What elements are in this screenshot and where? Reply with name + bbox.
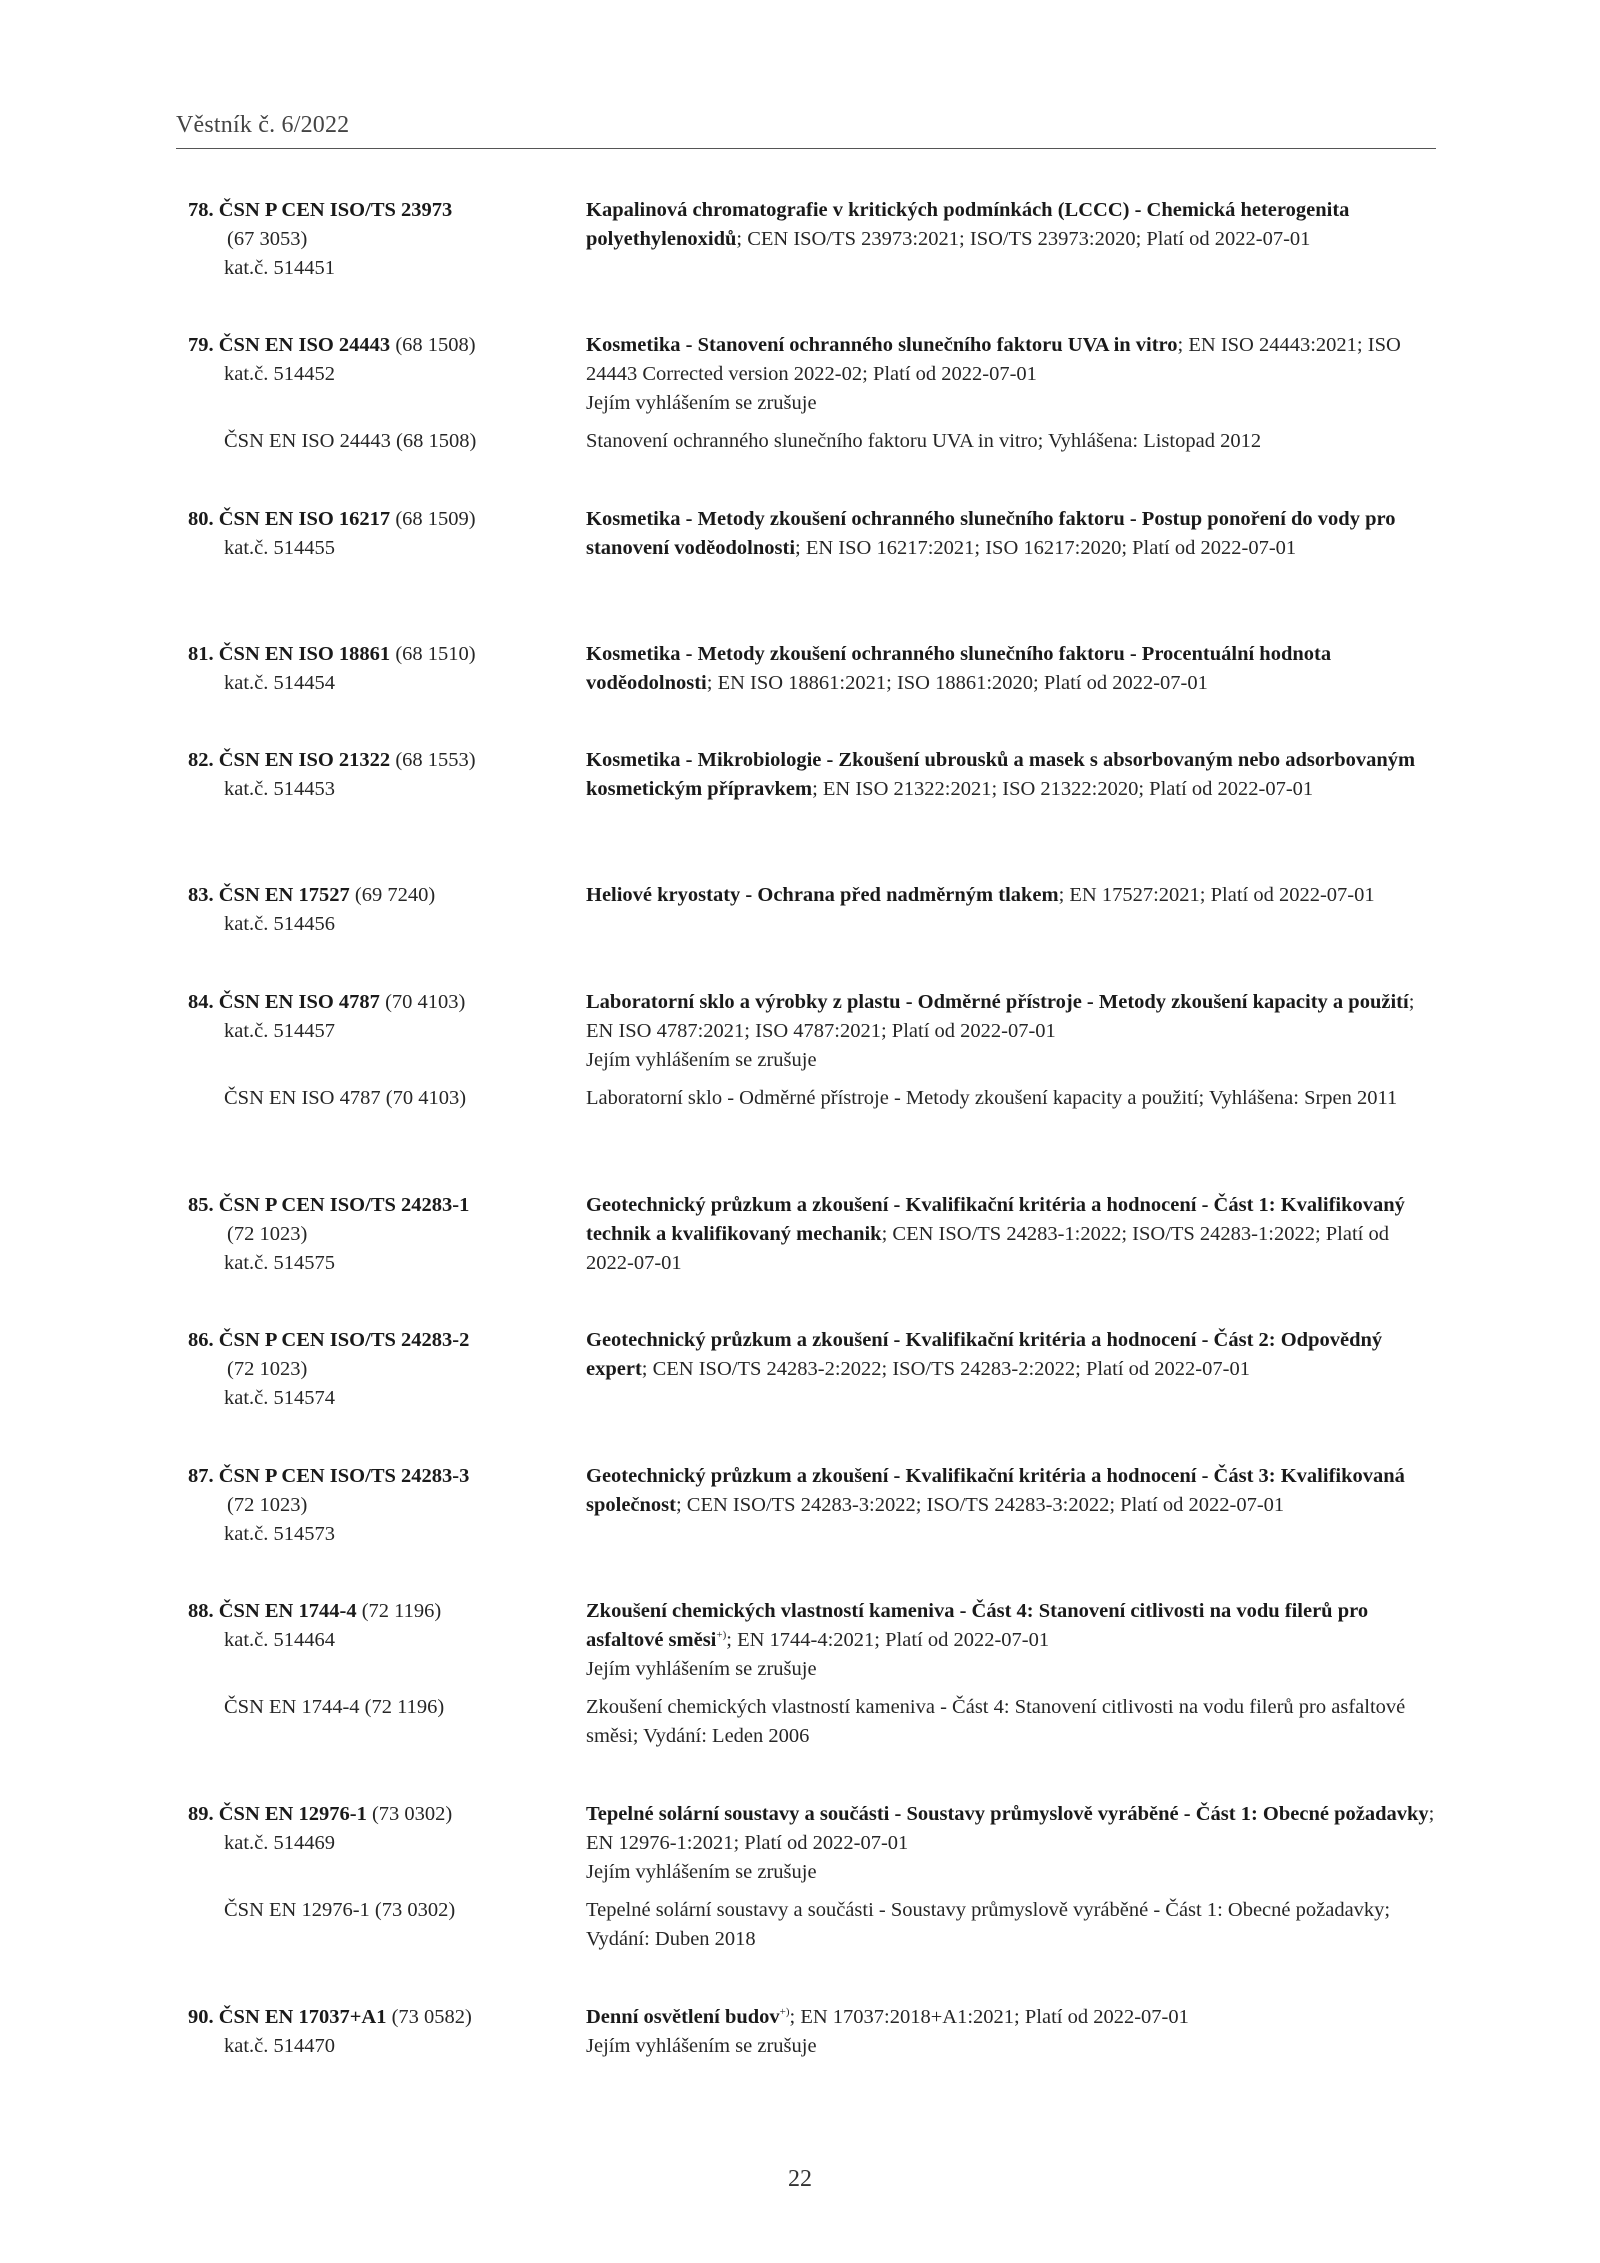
entry-number: 90.: [188, 2006, 214, 2028]
standard-title: Denní osvětlení budov: [586, 2006, 780, 2028]
entry-number: 86.: [188, 1329, 214, 1351]
replaced-description: Zkoušení chemických vlastností kameniva - Část 4: Stanovení citlivosti na vodu filerů pro asfaltové směsi; Vydání: Leden 2006: [586, 1696, 1406, 1747]
entry-number: 85.: [188, 1194, 214, 1216]
standard-entry: [188, 1800, 1438, 1954]
standard-title: Tepelné solární soustavy a součásti - Soustavy průmyslově vyráběné - Část 1: Obecné požadavky: [586, 1803, 1429, 1825]
catalog-number: kat.č. 514451: [224, 257, 336, 279]
standard-title: Kosmetika - Mikrobiologie - Zkoušení ubrousků a masek s absorbovaným nebo adsorbovaným kosmetickým přípravkem: [586, 749, 1416, 800]
standard-info: ; EN ISO 16217:2021; ISO 16217:2020; Platí od 2022-07-01: [795, 537, 1297, 559]
cancellation-note: Jejím vyhlášením se zrušuje: [586, 392, 817, 414]
standard-description: [586, 2003, 1438, 2061]
classification: (68 1508): [390, 334, 476, 356]
standard-description: [586, 1191, 1438, 1278]
standard-code: ČSN EN 17037+A1: [218, 2006, 387, 2028]
standard-code: ČSN EN 12976-1: [218, 1803, 367, 1825]
classification: (68 1553): [390, 749, 476, 771]
footnote-mark: +): [716, 1629, 727, 1642]
standard-info: ; EN 12976-1:2021; Platí od 2022-07-01: [586, 1803, 1435, 1854]
standard-id-block: [188, 1597, 586, 1684]
replaced-code: ČSN EN ISO 24443 (68 1508): [224, 430, 477, 452]
standard-info: ; CEN ISO/TS 24283-3:2022; ISO/TS 24283-3:2022; Platí od 2022-07-01: [675, 1494, 1285, 1516]
standard-entry: [188, 1597, 1438, 1751]
standard-title: Kosmetika - Metody zkoušení ochranného slunečního faktoru - Postup ponoření do vody pro stanovení voděodolnosti: [586, 508, 1396, 559]
standard-title: Kosmetika - Stanovení ochranného slunečního faktoru UVA in vitro: [586, 334, 1178, 356]
standard-title: Geotechnický průzkum a zkoušení - Kvalifikační kritéria a hodnocení - Část 3: Kvalifikovaná společnost: [586, 1465, 1405, 1516]
footnote-mark: +): [779, 2006, 790, 2019]
standard-code: ČSN EN ISO 4787: [218, 991, 380, 1013]
replaced-code: ČSN EN 12976-1 (73 0302): [224, 1899, 456, 1921]
standard-title: Laboratorní sklo a výrobky z plastu - Odměrné přístroje - Metody zkoušení kapacity a použití: [586, 991, 1409, 1013]
standard-entry: [188, 1191, 1438, 1278]
standard-title: Heliové kryostaty - Ochrana před nadměrným tlakem: [586, 884, 1059, 906]
replaced-standard: [188, 1693, 1438, 1751]
standard-id-block: [188, 196, 586, 283]
cancellation-note: Jejím vyhlášením se zrušuje: [586, 2035, 817, 2057]
standard-id-block: [188, 505, 586, 563]
standard-description: [586, 1462, 1438, 1549]
classification: (73 0582): [386, 2006, 472, 2028]
replaced-standard: [188, 1896, 1438, 1954]
entry-number: 79.: [188, 334, 214, 356]
classification: (68 1509): [390, 508, 476, 530]
entry-number: 83.: [188, 884, 214, 906]
replaced-code: ČSN EN ISO 4787 (70 4103): [224, 1087, 467, 1109]
entry-number: 80.: [188, 508, 214, 530]
standard-code: ČSN P CEN ISO/TS 24283-2: [218, 1329, 470, 1351]
page-header: [176, 112, 1436, 149]
standard-code: ČSN EN ISO 24443: [218, 334, 391, 356]
classification-line: (67 3053): [227, 228, 308, 250]
standard-title: Kosmetika - Metody zkoušení ochranného slunečního faktoru - Procentuální hodnota voděodolnosti: [586, 643, 1332, 694]
standard-entry: [188, 331, 1438, 456]
standard-description: [586, 505, 1438, 563]
standard-code: ČSN EN 17527: [218, 884, 350, 906]
standard-id-block: [188, 881, 586, 939]
replaced-description: Stanovení ochranného slunečního faktoru UVA in vitro; Vyhlášena: Listopad 2012: [586, 430, 1262, 452]
classification: (70 4103): [379, 991, 466, 1013]
publication-title: Věstník č. 6/2022: [176, 112, 350, 138]
standard-id-block: [188, 2003, 586, 2061]
catalog-number: kat.č. 514456: [224, 913, 336, 935]
entry-number: 78.: [188, 199, 214, 221]
standard-title: Geotechnický průzkum a zkoušení - Kvalifikační kritéria a hodnocení - Část 2: Odpovědný expert: [586, 1329, 1383, 1380]
standard-description: [586, 640, 1438, 698]
standard-id-block: [188, 1191, 586, 1278]
catalog-number: kat.č. 514457: [224, 1020, 336, 1042]
standard-entry: [188, 196, 1438, 283]
replaced-description: Tepelné solární soustavy a součásti - Soustavy průmyslově vyráběné - Část 1: Obecné požadavky; Vydání: Duben 2018: [586, 1899, 1391, 1950]
cancellation-note: Jejím vyhlášením se zrušuje: [586, 1861, 817, 1883]
standard-id-block: [188, 988, 586, 1075]
standard-entry: [188, 746, 1438, 804]
standard-id-block: [188, 331, 586, 418]
standard-info: ; CEN ISO/TS 24283-2:2022; ISO/TS 24283-2:2022; Platí od 2022-07-01: [641, 1358, 1250, 1380]
classification-line: (72 1023): [227, 1223, 308, 1245]
standard-title: Geotechnický průzkum a zkoušení - Kvalifikační kritéria a hodnocení - Část 1: Kvalifikovaný technik a kvalifikovaný mechanik: [586, 1194, 1405, 1245]
standard-entry: [188, 1462, 1438, 1549]
classification: (68 1510): [390, 643, 476, 665]
classification: (69 7240): [349, 884, 436, 906]
standard-description: [586, 1800, 1438, 1887]
catalog-number: kat.č. 514469: [224, 1832, 336, 1854]
replaced-standard: [188, 1084, 1438, 1113]
standard-description: [586, 1326, 1438, 1413]
catalog-number: kat.č. 514454: [224, 672, 336, 694]
classification: (72 1196): [356, 1600, 442, 1622]
standard-code: ČSN P CEN ISO/TS 23973: [218, 199, 453, 221]
catalog-number: kat.č. 514464: [224, 1629, 336, 1651]
standard-info: ; EN ISO 4787:2021; ISO 4787:2021; Platí od 2022-07-01: [586, 991, 1415, 1042]
standard-code: ČSN EN ISO 21322: [218, 749, 391, 771]
replaced-description: Laboratorní sklo - Odměrné přístroje - Metody zkoušení kapacity a použití; Vyhlášena: Srpen 2011: [586, 1087, 1398, 1109]
standard-entry: [188, 640, 1438, 698]
catalog-number: kat.č. 514573: [224, 1523, 336, 1545]
standard-description: [586, 331, 1438, 418]
entry-number: 89.: [188, 1803, 214, 1825]
entry-number: 87.: [188, 1465, 214, 1487]
standard-entry: [188, 505, 1438, 563]
page-number: 22: [788, 2166, 812, 2192]
standard-code: ČSN EN ISO 16217: [218, 508, 391, 530]
standard-entry: [188, 988, 1438, 1113]
standard-code: ČSN P CEN ISO/TS 24283-3: [218, 1465, 470, 1487]
standard-id-block: [188, 1800, 586, 1887]
standard-description: [586, 988, 1438, 1075]
standard-entry: [188, 2003, 1438, 2061]
standard-code: ČSN EN ISO 18861: [218, 643, 391, 665]
catalog-number: kat.č. 514452: [224, 363, 336, 385]
standard-title: Kapalinová chromatografie v kritických podmínkách (LCCC) - Chemická heterogenita polyethylenoxidů: [586, 199, 1350, 250]
entry-number: 84.: [188, 991, 214, 1013]
standard-info: ; EN ISO 24443:2021; ISO 24443 Corrected version 2022-02; Platí od 2022-07-01: [586, 334, 1401, 385]
standard-code: ČSN P CEN ISO/TS 24283-1: [218, 1194, 470, 1216]
standard-description: [586, 1597, 1438, 1684]
cancellation-note: Jejím vyhlášením se zrušuje: [586, 1049, 817, 1071]
standard-description: [586, 881, 1438, 939]
classification: (73 0302): [366, 1803, 453, 1825]
cancellation-note: Jejím vyhlášením se zrušuje: [586, 1658, 817, 1680]
standard-id-block: [188, 640, 586, 698]
standard-id-block: [188, 746, 586, 804]
entry-number: 88.: [188, 1600, 214, 1622]
standard-info: ; CEN ISO/TS 24283-1:2022; ISO/TS 24283-1:2022; Platí od 2022-07-01: [586, 1223, 1389, 1274]
standard-entry: [188, 881, 1438, 939]
standard-title: Zkoušení chemických vlastností kameniva - Část 4: Stanovení citlivosti na vodu filerů pro asfaltové směsi: [586, 1600, 1369, 1651]
classification-line: (72 1023): [227, 1358, 308, 1380]
standard-code: ČSN EN 1744-4: [218, 1600, 357, 1622]
standard-info: ; EN 17527:2021; Platí od 2022-07-01: [1058, 884, 1375, 906]
standard-info: ; EN 17037:2018+A1:2021; Platí od 2022-07-01: [789, 2006, 1189, 2028]
standard-id-block: [188, 1326, 586, 1413]
standard-info: ; CEN ISO/TS 23973:2021; ISO/TS 23973:2020; Platí od 2022-07-01: [736, 228, 1311, 250]
catalog-number: kat.č. 514470: [224, 2035, 336, 2057]
standard-info: ; EN ISO 21322:2021; ISO 21322:2020; Platí od 2022-07-01: [812, 778, 1314, 800]
replaced-code: ČSN EN 1744-4 (72 1196): [224, 1696, 445, 1718]
standard-id-block: [188, 1462, 586, 1549]
replaced-standard: [188, 427, 1438, 456]
standard-entry: [188, 1326, 1438, 1413]
entry-number: 82.: [188, 749, 214, 771]
catalog-number: kat.č. 514453: [224, 778, 336, 800]
standard-description: [586, 196, 1438, 283]
standard-info: ; EN ISO 18861:2021; ISO 18861:2020; Platí od 2022-07-01: [706, 672, 1208, 694]
standard-description: [586, 746, 1438, 804]
standard-info: ; EN 1744-4:2021; Platí od 2022-07-01: [726, 1629, 1050, 1651]
entry-number: 81.: [188, 643, 214, 665]
catalog-number: kat.č. 514575: [224, 1252, 336, 1274]
catalog-number: kat.č. 514455: [224, 537, 336, 559]
classification-line: (72 1023): [227, 1494, 308, 1516]
catalog-number: kat.č. 514574: [224, 1387, 336, 1409]
